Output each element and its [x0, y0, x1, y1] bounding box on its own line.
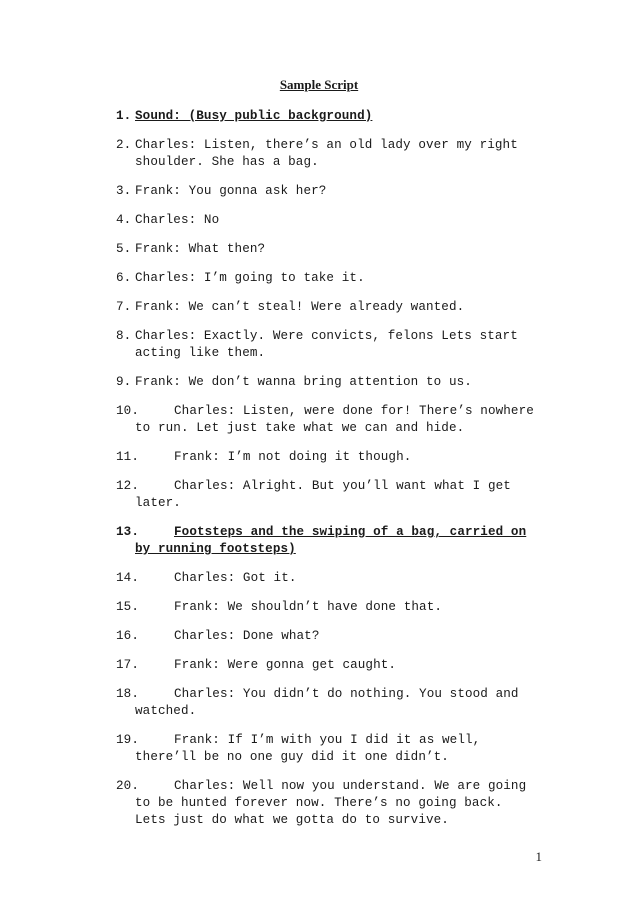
entry-number: 9. [116, 375, 132, 389]
entry-number: 2. [116, 138, 132, 152]
entry-line: Charles: I’m going to take it. [135, 271, 365, 285]
entry-number: 10. [116, 404, 139, 418]
entry-line: Charles: Listen, there’s an old lady over my right [135, 138, 518, 152]
script-entry-11 [116, 449, 556, 466]
entry-line: acting like them. [135, 346, 266, 360]
script-entry-3 [116, 183, 556, 200]
entry-line: Frank: I’m not doing it though. [174, 450, 412, 464]
page-number: 1 [535, 849, 542, 864]
script-entry-10 [116, 403, 556, 437]
script-entry-1 [116, 108, 556, 125]
entry-line: Footsteps and the swiping of a bag, carried on [174, 525, 527, 539]
entry-line: later. [135, 496, 181, 510]
script-entry-17 [116, 657, 556, 674]
entry-line: Charles: No [135, 213, 220, 227]
script-entry-7 [116, 299, 556, 316]
script-entry-18 [116, 686, 556, 720]
script-entry-15 [116, 599, 556, 616]
entry-number: 13. [116, 525, 139, 539]
script-entry-12 [116, 478, 556, 512]
entry-number: 19. [116, 733, 139, 747]
entry-line: by running footsteps) [135, 542, 296, 556]
entry-number: 5. [116, 242, 132, 256]
entry-number: 20. [116, 779, 139, 793]
entry-line: watched. [135, 704, 197, 718]
page-title: Sample Script [279, 77, 359, 92]
entry-line: to run. Let just take what we can and hide. [135, 421, 465, 435]
entry-line: Frank: You gonna ask her? [135, 184, 327, 198]
entry-number: 7. [116, 300, 132, 314]
entry-number: 1. [116, 109, 132, 123]
entry-line: Charles: Got it. [174, 571, 297, 585]
entry-line: Charles: You didn’t do nothing. You stood and [174, 687, 519, 701]
entry-number: 16. [116, 629, 139, 643]
entry-line: Frank: If I’m with you I did it as well, [174, 733, 481, 747]
script-entry-20 [116, 778, 556, 829]
entry-line: there’ll be no one guy did it one didn’t. [135, 750, 449, 764]
entry-number: 6. [116, 271, 132, 285]
entry-line: Charles: Done what? [174, 629, 320, 643]
entry-line: shoulder. She has a bag. [135, 155, 319, 169]
entry-line: Charles: Well now you understand. We are going [174, 779, 527, 793]
script-entry-14 [116, 570, 556, 587]
entry-number: 3. [116, 184, 132, 198]
script-entry-6 [116, 270, 556, 287]
entry-line: Charles: Exactly. Were convicts, felons Lets start [135, 329, 518, 343]
entry-number: 14. [116, 571, 139, 585]
entry-line: to be hunted forever now. There’s no going back. [135, 796, 503, 810]
script-entry-16 [116, 628, 556, 645]
script-entry-4 [116, 212, 556, 229]
entry-line: Charles: Alright. But you’ll want what I get [174, 479, 511, 493]
script-entry-8 [116, 328, 556, 362]
script-entry-9 [116, 374, 556, 391]
entry-number: 18. [116, 687, 139, 701]
entry-number: 4. [116, 213, 132, 227]
entry-line: Lets just do what we gotta do to survive. [135, 813, 449, 827]
entry-line: Frank: We don’t wanna bring attention to us. [135, 375, 472, 389]
script-entry-13 [116, 524, 556, 558]
entry-line: Frank: We can’t steal! Were already wanted. [135, 300, 465, 314]
script-list [116, 108, 556, 841]
entry-text: Sound: (Busy public background) [135, 109, 373, 123]
entry-line: Frank: What then? [135, 242, 266, 256]
script-entry-2 [116, 137, 556, 171]
script-entry-19 [116, 732, 556, 766]
entry-number: 12. [116, 479, 139, 493]
entry-line: Frank: We shouldn’t have done that. [174, 600, 443, 614]
entry-number: 15. [116, 600, 139, 614]
entry-number: 8. [116, 329, 132, 343]
script-entry-5 [116, 241, 556, 258]
entry-line: Frank: Were gonna get caught. [174, 658, 397, 672]
entry-line: Charles: Listen, were done for! There’s nowhere [174, 404, 534, 418]
entry-number: 11. [116, 450, 139, 464]
entry-number: 17. [116, 658, 139, 672]
